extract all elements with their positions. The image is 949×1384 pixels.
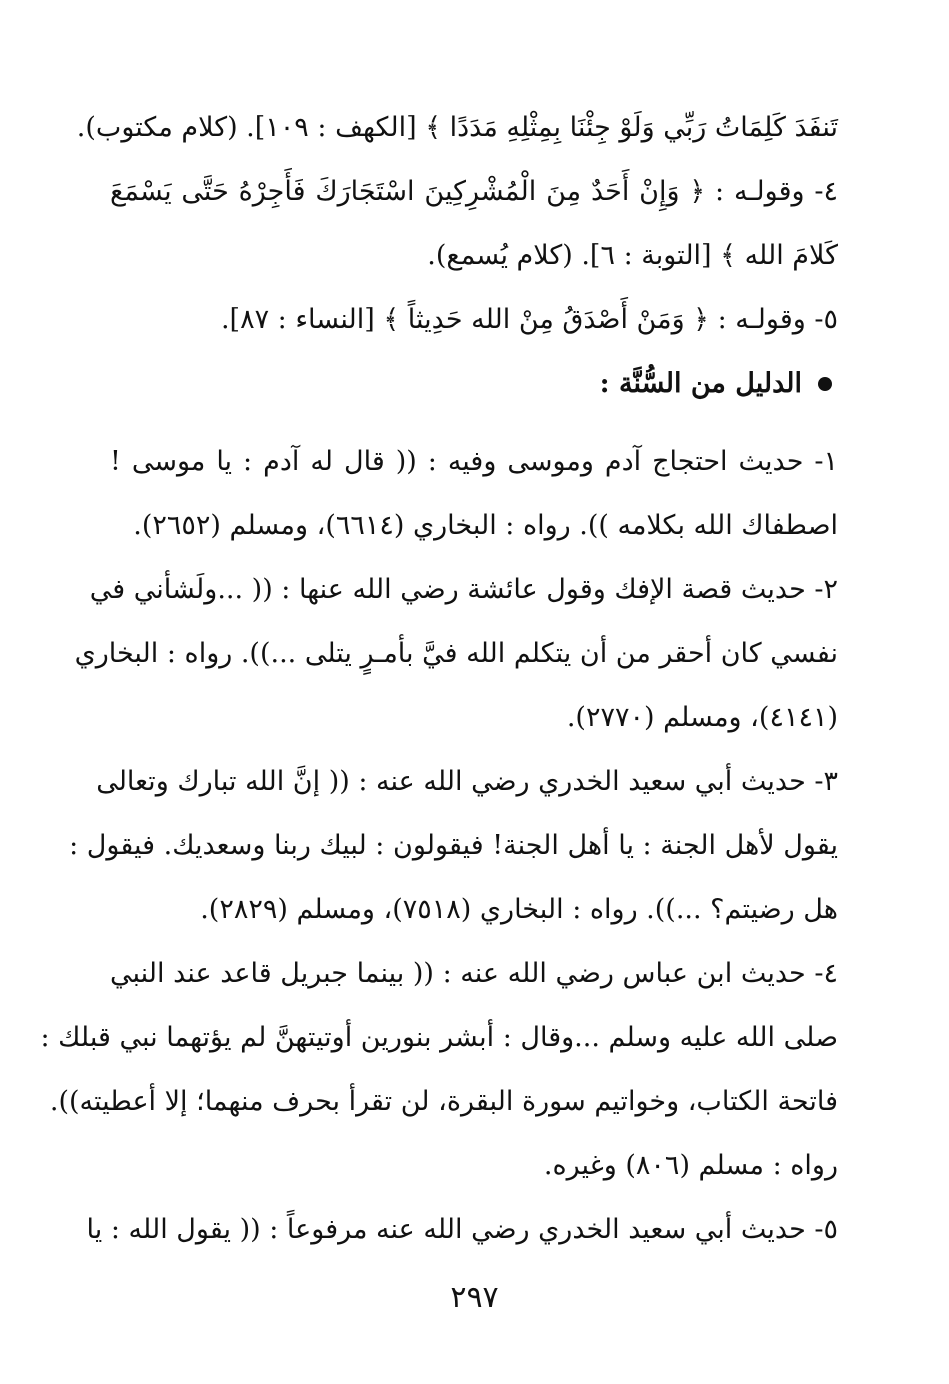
text-line: كَلامَ الله ﴾ [التوبة : ٦]. (كلام يُسمع). bbox=[427, 240, 838, 271]
text-line: ٤- حديث ابن عباس رضي الله عنه : (( بينما جبريل قاعد عند النبي bbox=[110, 958, 838, 989]
text-line: ١- حديث احتجاج آدم وموسى وفيه : (( قال له آدم : يا موسى ! bbox=[110, 446, 838, 477]
section-heading bbox=[110, 352, 838, 416]
text-line: نفسي كان أحقر من أن يتكلم الله فيَّ بأمـرٍ يتلى ...)). رواه : البخاري bbox=[74, 638, 838, 669]
page-number: ٢٩٧ bbox=[450, 1280, 499, 1315]
text-line: هل رضيتم؟ ...)). رواه : البخاري (٧٥١٨)، ومسلم (٢٨٢٩). bbox=[200, 894, 838, 925]
text-line: فاتحة الكتاب، وخواتيم سورة البقرة، لن تقرأ بحرف منهما؛ إلا أعطيته)). bbox=[49, 1086, 838, 1117]
text-line: ٢- حديث قصة الإفك وقول عائشة رضي الله عنها : (( ...ولَشأني في bbox=[89, 574, 838, 605]
text-line: يقول لأهل الجنة : يا أهل الجنة! فيقولون : لبيك ربنا وسعديك. فيقول : bbox=[69, 830, 838, 861]
text-line: تَنفَدَ كَلِمَاتُ رَبِّي وَلَوْ جِئْنَا بِمِثْلِهِ مَدَدًا ﴾ [الكهف : ١٠٩]. (كلام مكتوب). bbox=[76, 112, 838, 143]
section-heading-text: الدليل من السُّنَّة : bbox=[599, 368, 802, 399]
bullet-icon bbox=[818, 377, 832, 391]
text-line: رواه : مسلم (٨٠٦) وغيره. bbox=[543, 1150, 838, 1181]
text-line: ٥- حديث أبي سعيد الخدري رضي الله عنه مرفوعاً : (( يقول الله : يا bbox=[86, 1214, 838, 1245]
text-line: اصطفاك الله بكلامه )). رواه : البخاري (٦٦١٤)، ومسلم (٢٦٥٢). bbox=[133, 510, 838, 541]
text-line: ٥- وقولـه : ﴿ وَمَنْ أَصْدَقُ مِنْ الله حَدِيثاً ﴾ [النساء : ٨٧]. bbox=[220, 304, 838, 335]
text-line: ٣- حديث أبي سعيد الخدري رضي الله عنه : (( إنَّ الله تبارك وتعالى bbox=[96, 766, 838, 797]
text-line: صلى الله عليه وسلم ...وقال : أبشر بنورين أوتيتهنَّ لم يؤتهما نبي قبلك : bbox=[40, 1022, 838, 1053]
page-text-block bbox=[40, 96, 838, 1276]
text-line: (٤١٤١)، ومسلم (٢٧٧٠). bbox=[566, 702, 838, 733]
text-line: ٤- وقولـه : ﴿ وَإِنْ أَحَدٌ مِنَ الْمُشْرِكِينَ اسْتَجَارَكَ فَأَجِرْهُ حَتَّى يَسْمَعَ bbox=[110, 176, 838, 207]
